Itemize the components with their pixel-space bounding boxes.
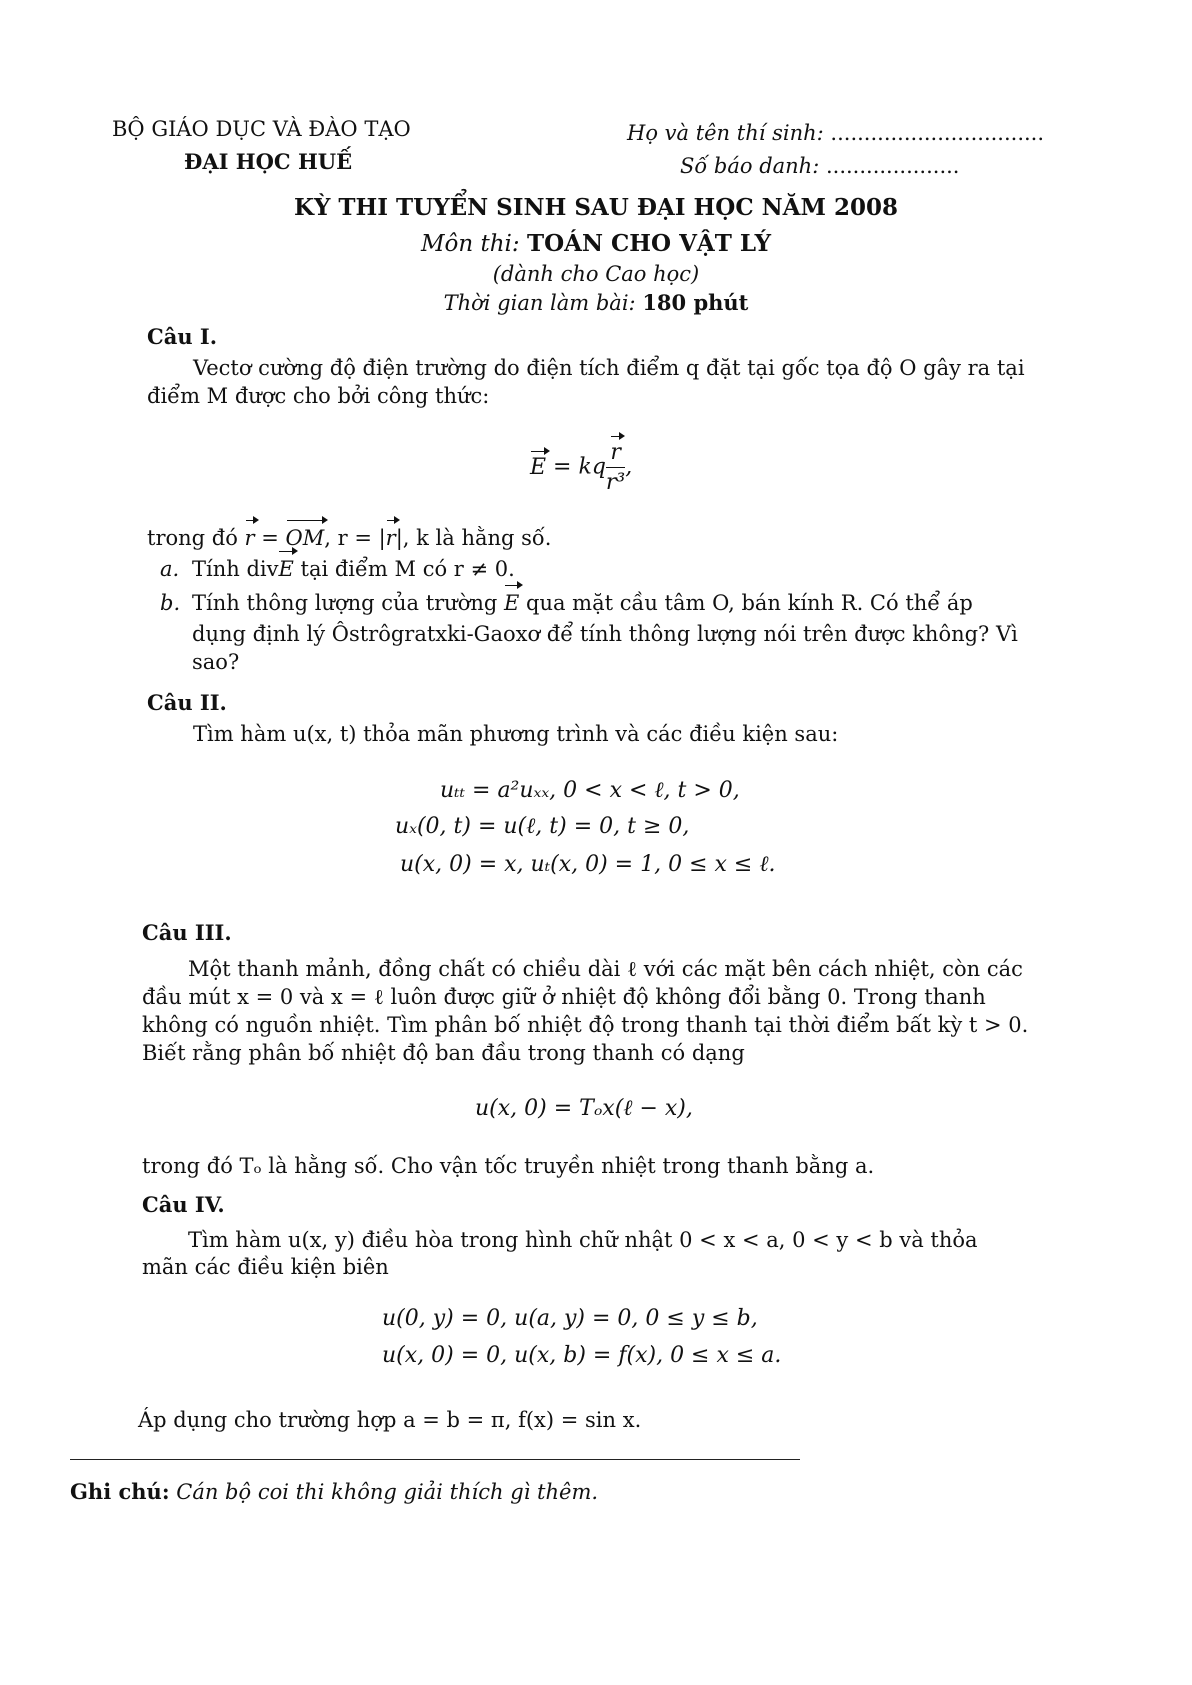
q4-title: Câu IV. [142, 1192, 225, 1217]
q1-where-rest-b: |, k là hằng số. [395, 526, 552, 550]
q1-fraction-den: r³ [605, 470, 626, 495]
q3-line-2: đầu mút x = 0 và x = ℓ luôn được giữ ở nhiệt độ không đổi bằng 0. Trong thanh [142, 985, 986, 1009]
q3-line-4: Biết rằng phân bố nhiệt độ ban đầu trong thanh có dạng [142, 1041, 745, 1065]
vector-r-symbol: r [386, 524, 396, 553]
q1-where-prefix: trong đó [147, 526, 245, 550]
q1-formula-mid: = kq [546, 454, 606, 480]
q1-intro-line2: điểm M được cho bởi công thức: [147, 384, 490, 408]
vector-e-symbol: E [530, 454, 547, 480]
q2-equation-1: uₜₜ = a²uₓₓ, 0 < x < ℓ, t > 0, [440, 778, 740, 803]
q1-fraction [606, 440, 625, 495]
vector-e-symbol: E [504, 589, 519, 618]
university-name: ĐẠI HỌC HUẾ [184, 149, 353, 174]
audience-line: (dành cho Cao học) [492, 262, 700, 286]
q3-title: Câu III. [142, 920, 232, 945]
subject-name: TOÁN CHO VẬT LÝ [526, 230, 772, 257]
candidate-name-dots: ................................ [830, 121, 1045, 145]
footer-note-text: Cán bộ coi thi không giải thích gì thêm. [176, 1480, 599, 1504]
q2-equation-2: uₓ(0, t) = u(ℓ, t) = 0, t ≥ 0, [395, 814, 690, 839]
q1-item-b-part1: Tính thông lượng của trường [192, 591, 504, 615]
q1-title: Câu I. [147, 324, 218, 349]
footer-divider [70, 1459, 800, 1460]
q1-where-rest-a: , r = | [324, 526, 386, 550]
q1-item-b-line1 [192, 589, 973, 618]
q1-intro-line1: Vectơ cường độ điện trường do điện tích điểm q đặt tại gốc tọa độ O gây ra tại [193, 356, 1025, 380]
q1-item-a-part2: tại điểm M có r ≠ 0. [293, 557, 515, 581]
vector-r-symbol: r [245, 524, 255, 553]
q1-item-b-part2: qua mặt cầu tâm O, bán kính R. Có thể áp [519, 591, 973, 615]
q2-title: Câu II. [147, 690, 227, 715]
q1-where-line [147, 524, 551, 553]
q1-item-b-line2: dụng định lý Ôstrôgratxki-Gaoxơ để tính thông lượng nói trên được không? Vì [192, 622, 1018, 646]
q3-after: trong đó Tₒ là hằng số. Cho vận tốc truyền nhiệt trong thanh bằng a. [142, 1154, 875, 1178]
exam-title: KỲ THI TUYỂN SINH SAU ĐẠI HỌC NĂM 2008 [294, 194, 898, 221]
q4-apply: Áp dụng cho trường hợp a = b = π, f(x) = sin x. [138, 1408, 642, 1432]
q2-equation-3: u(x, 0) = x, uₜ(x, 0) = 1, 0 ≤ x ≤ ℓ. [400, 852, 776, 877]
q3-line-1: Một thanh mảnh, đồng chất có chiều dài ℓ với các mặt bên cách nhiệt, còn các [188, 957, 1023, 981]
candidate-name-label: Họ và tên thí sinh: [627, 121, 824, 145]
candidate-id-dots: .................... [825, 154, 960, 178]
vector-e-symbol: E [278, 555, 293, 584]
subject-line [0, 230, 1192, 257]
q1-formula-tail: , [625, 454, 633, 480]
q1-formula [530, 440, 632, 495]
q1-item-b-label: b. [160, 591, 181, 615]
q2-intro: Tìm hàm u(x, t) thỏa mãn phương trình và các điều kiện sau: [193, 722, 839, 746]
q4-equation-2: u(x, 0) = 0, u(x, b) = f(x), 0 ≤ x ≤ a. [382, 1343, 782, 1368]
q1-where-eq: = [254, 526, 286, 550]
q1-item-a-part1: Tính div [192, 557, 279, 581]
q3-line-3: không có nguồn nhiệt. Tìm phân bố nhiệt độ trong thanh tại thời điểm bất kỳ t > 0. [142, 1013, 1029, 1037]
q1-item-a-label: a. [160, 557, 180, 581]
q1-item-b-line3: sao? [192, 650, 240, 674]
time-label: Thời gian làm bài: [443, 291, 636, 315]
q1-item-a-text [192, 555, 515, 584]
candidate-id-label: Số báo danh: [680, 154, 820, 178]
candidate-name-field [627, 121, 1044, 145]
q4-line-2: mãn các điều kiện biên [142, 1255, 389, 1279]
subject-label: Môn thi: [420, 231, 520, 257]
vector-r-symbol: r [610, 440, 621, 465]
q3-equation: u(x, 0) = Tₒx(ℓ − x), [475, 1096, 693, 1121]
footer-note [70, 1479, 598, 1504]
time-value: 180 phút [642, 290, 749, 315]
time-line [0, 290, 1192, 315]
footer-note-label: Ghi chú: [70, 1479, 170, 1504]
vector-om-symbol: OM [286, 524, 325, 553]
q4-equation-1: u(0, y) = 0, u(a, y) = 0, 0 ≤ y ≤ b, [382, 1306, 758, 1331]
ministry-name: BỘ GIÁO DỤC VÀ ĐÀO TẠO [112, 117, 411, 141]
q4-line-1: Tìm hàm u(x, y) điều hòa trong hình chữ nhật 0 < x < a, 0 < y < b và thỏa [188, 1228, 978, 1252]
candidate-id-field [680, 154, 959, 178]
